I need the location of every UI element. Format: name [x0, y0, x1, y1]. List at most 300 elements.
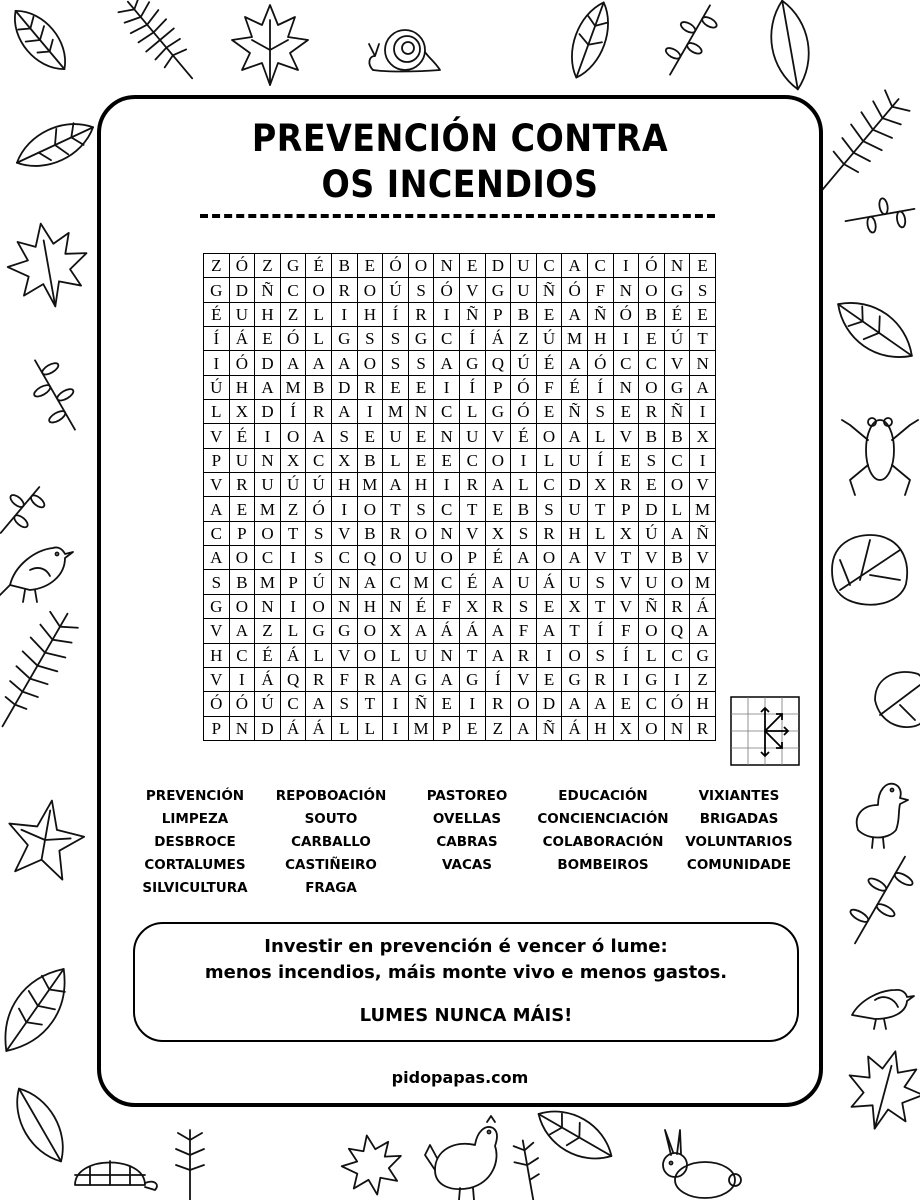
grid-cell[interactable]: S [588, 644, 614, 668]
grid-cell[interactable]: Á [562, 717, 588, 741]
grid-cell[interactable]: F [537, 376, 563, 400]
grid-cell[interactable]: H [255, 303, 281, 327]
grid-cell[interactable]: C [434, 570, 460, 594]
grid-cell[interactable]: P [486, 376, 512, 400]
grid-cell[interactable]: V [614, 424, 640, 448]
grid-cell[interactable]: I [434, 473, 460, 497]
grid-cell[interactable]: V [332, 644, 358, 668]
grid-cell[interactable]: S [409, 278, 435, 302]
grid-cell[interactable]: Í [383, 303, 409, 327]
grid-cell[interactable]: C [537, 254, 563, 278]
grid-cell[interactable]: R [614, 473, 640, 497]
grid-cell[interactable]: O [255, 522, 281, 546]
grid-cell[interactable]: M [409, 717, 435, 741]
grid-cell[interactable]: M [690, 570, 716, 594]
grid-cell[interactable]: O [639, 278, 665, 302]
grid-cell[interactable]: Z [204, 254, 230, 278]
grid-cell[interactable]: S [332, 692, 358, 716]
grid-cell[interactable]: B [665, 546, 691, 570]
grid-cell[interactable]: A [409, 619, 435, 643]
grid-cell[interactable]: E [614, 400, 640, 424]
grid-cell[interactable]: X [460, 595, 486, 619]
grid-cell[interactable]: C [639, 351, 665, 375]
grid-cell[interactable]: É [306, 254, 332, 278]
grid-cell[interactable]: O [358, 497, 384, 521]
grid-cell[interactable]: O [511, 692, 537, 716]
grid-cell[interactable]: L [358, 717, 384, 741]
grid-cell[interactable]: Z [255, 619, 281, 643]
grid-cell[interactable]: Ó [588, 351, 614, 375]
grid-cell[interactable]: A [204, 546, 230, 570]
grid-cell[interactable]: L [306, 327, 332, 351]
grid-cell[interactable]: É [460, 570, 486, 594]
grid-cell[interactable]: I [358, 400, 384, 424]
grid-cell[interactable]: O [434, 546, 460, 570]
grid-cell[interactable]: N [332, 570, 358, 594]
grid-cell[interactable]: A [562, 351, 588, 375]
grid-cell[interactable]: Ñ [665, 400, 691, 424]
grid-cell[interactable]: U [230, 303, 256, 327]
grid-cell[interactable]: X [690, 424, 716, 448]
grid-cell[interactable]: E [614, 449, 640, 473]
grid-cell[interactable]: U [511, 254, 537, 278]
grid-cell[interactable]: E [383, 376, 409, 400]
grid-cell[interactable]: L [332, 717, 358, 741]
grid-cell[interactable]: A [358, 570, 384, 594]
grid-cell[interactable]: P [281, 570, 307, 594]
grid-cell[interactable]: E [434, 692, 460, 716]
grid-cell[interactable]: R [460, 473, 486, 497]
grid-cell[interactable]: G [486, 278, 512, 302]
grid-cell[interactable]: A [306, 351, 332, 375]
grid-cell[interactable]: T [460, 497, 486, 521]
grid-cell[interactable]: Ó [562, 278, 588, 302]
grid-cell[interactable]: Ú [665, 327, 691, 351]
grid-cell[interactable]: Á [255, 668, 281, 692]
grid-cell[interactable]: C [434, 400, 460, 424]
grid-cell[interactable]: C [614, 351, 640, 375]
grid-cell[interactable]: C [537, 473, 563, 497]
grid-cell[interactable]: L [588, 424, 614, 448]
grid-cell[interactable]: G [306, 619, 332, 643]
grid-cell[interactable]: A [486, 644, 512, 668]
grid-cell[interactable]: G [409, 327, 435, 351]
grid-cell[interactable]: L [537, 449, 563, 473]
grid-cell[interactable]: R [358, 668, 384, 692]
grid-cell[interactable]: R [306, 400, 332, 424]
grid-cell[interactable]: O [562, 644, 588, 668]
grid-cell[interactable]: A [562, 254, 588, 278]
grid-cell[interactable]: Ó [614, 303, 640, 327]
grid-cell[interactable]: A [511, 717, 537, 741]
grid-cell[interactable]: I [537, 644, 563, 668]
grid-cell[interactable]: O [306, 595, 332, 619]
grid-cell[interactable]: É [562, 376, 588, 400]
grid-cell[interactable]: C [204, 522, 230, 546]
grid-cell[interactable]: Í [588, 449, 614, 473]
grid-cell[interactable]: C [332, 546, 358, 570]
grid-cell[interactable]: E [639, 327, 665, 351]
grid-cell[interactable]: S [306, 546, 332, 570]
grid-cell[interactable]: I [255, 424, 281, 448]
grid-cell[interactable]: T [588, 497, 614, 521]
grid-cell[interactable]: S [358, 327, 384, 351]
grid-cell[interactable]: M [255, 570, 281, 594]
grid-cell[interactable]: S [511, 522, 537, 546]
grid-cell[interactable]: I [332, 497, 358, 521]
grid-cell[interactable]: S [306, 522, 332, 546]
grid-cell[interactable]: B [306, 376, 332, 400]
grid-cell[interactable]: L [383, 644, 409, 668]
grid-cell[interactable]: N [409, 400, 435, 424]
grid-cell[interactable]: A [332, 400, 358, 424]
grid-cell[interactable]: E [255, 327, 281, 351]
grid-cell[interactable]: G [409, 668, 435, 692]
grid-cell[interactable]: B [665, 424, 691, 448]
grid-cell[interactable]: U [409, 644, 435, 668]
grid-cell[interactable]: O [230, 546, 256, 570]
grid-cell[interactable]: C [460, 449, 486, 473]
grid-cell[interactable]: P [486, 303, 512, 327]
grid-cell[interactable]: G [332, 327, 358, 351]
grid-cell[interactable]: V [204, 619, 230, 643]
grid-cell[interactable]: R [230, 473, 256, 497]
grid-cell[interactable]: Á [690, 595, 716, 619]
grid-cell[interactable]: I [614, 327, 640, 351]
grid-cell[interactable]: A [434, 668, 460, 692]
grid-cell[interactable]: A [383, 473, 409, 497]
grid-cell[interactable]: F [434, 595, 460, 619]
grid-cell[interactable]: A [562, 303, 588, 327]
grid-cell[interactable]: L [204, 400, 230, 424]
grid-cell[interactable]: Z [690, 668, 716, 692]
grid-cell[interactable]: O [639, 376, 665, 400]
grid-cell[interactable]: U [409, 546, 435, 570]
grid-cell[interactable]: H [358, 595, 384, 619]
grid-cell[interactable]: U [562, 449, 588, 473]
grid-cell[interactable]: E [486, 497, 512, 521]
grid-cell[interactable]: G [639, 668, 665, 692]
grid-cell[interactable]: A [281, 351, 307, 375]
grid-cell[interactable]: Z [281, 303, 307, 327]
grid-cell[interactable]: I [690, 449, 716, 473]
grid-cell[interactable]: Ó [204, 692, 230, 716]
grid-cell[interactable]: É [537, 351, 563, 375]
grid-cell[interactable]: D [562, 473, 588, 497]
grid-cell[interactable]: N [614, 376, 640, 400]
grid-cell[interactable]: L [511, 473, 537, 497]
grid-cell[interactable]: S [690, 278, 716, 302]
grid-cell[interactable]: É [486, 546, 512, 570]
grid-cell[interactable]: I [690, 400, 716, 424]
grid-cell[interactable]: U [639, 570, 665, 594]
grid-cell[interactable]: Ú [306, 473, 332, 497]
grid-cell[interactable]: E [409, 424, 435, 448]
grid-cell[interactable]: Ó [306, 497, 332, 521]
grid-cell[interactable]: Ó [230, 351, 256, 375]
grid-cell[interactable]: O [409, 254, 435, 278]
grid-cell[interactable]: O [383, 546, 409, 570]
grid-cell[interactable]: C [255, 546, 281, 570]
grid-cell[interactable]: C [665, 449, 691, 473]
grid-cell[interactable]: A [690, 376, 716, 400]
grid-cell[interactable]: X [562, 595, 588, 619]
grid-cell[interactable]: Í [204, 327, 230, 351]
grid-cell[interactable]: I [332, 303, 358, 327]
grid-cell[interactable]: T [358, 692, 384, 716]
grid-cell[interactable]: C [306, 449, 332, 473]
grid-cell[interactable]: A [486, 473, 512, 497]
grid-cell[interactable]: S [511, 595, 537, 619]
grid-cell[interactable]: T [690, 327, 716, 351]
grid-cell[interactable]: Ú [511, 351, 537, 375]
grid-cell[interactable]: Ñ [639, 595, 665, 619]
grid-cell[interactable]: D [486, 254, 512, 278]
grid-cell[interactable]: Í [614, 644, 640, 668]
grid-cell[interactable]: Í [460, 327, 486, 351]
grid-cell[interactable]: O [358, 351, 384, 375]
grid-cell[interactable]: R [332, 278, 358, 302]
grid-cell[interactable]: U [255, 473, 281, 497]
grid-cell[interactable]: E [460, 717, 486, 741]
grid-cell[interactable]: N [230, 717, 256, 741]
grid-cell[interactable]: M [409, 570, 435, 594]
grid-cell[interactable]: Ñ [690, 522, 716, 546]
grid-cell[interactable]: Ó [230, 692, 256, 716]
grid-cell[interactable]: A [511, 546, 537, 570]
grid-cell[interactable]: É [665, 303, 691, 327]
grid-cell[interactable]: G [486, 400, 512, 424]
grid-cell[interactable]: S [383, 351, 409, 375]
grid-cell[interactable]: Q [358, 546, 384, 570]
grid-cell[interactable]: O [537, 424, 563, 448]
grid-cell[interactable]: P [614, 497, 640, 521]
grid-cell[interactable]: G [665, 376, 691, 400]
grid-cell[interactable]: F [511, 619, 537, 643]
grid-cell[interactable]: G [332, 619, 358, 643]
grid-cell[interactable]: X [230, 400, 256, 424]
grid-cell[interactable]: V [460, 522, 486, 546]
grid-cell[interactable]: I [511, 449, 537, 473]
grid-cell[interactable]: E [639, 473, 665, 497]
grid-cell[interactable]: F [614, 619, 640, 643]
grid-cell[interactable]: Ú [639, 522, 665, 546]
grid-cell[interactable]: Ó [281, 327, 307, 351]
grid-cell[interactable]: G [460, 351, 486, 375]
grid-cell[interactable]: H [409, 473, 435, 497]
grid-cell[interactable]: Ó [434, 278, 460, 302]
grid-cell[interactable]: T [383, 497, 409, 521]
grid-cell[interactable]: N [255, 449, 281, 473]
grid-cell[interactable]: N [614, 278, 640, 302]
grid-cell[interactable]: Ñ [588, 303, 614, 327]
grid-cell[interactable]: Q [281, 668, 307, 692]
grid-cell[interactable]: L [306, 644, 332, 668]
grid-cell[interactable]: M [358, 473, 384, 497]
grid-cell[interactable]: E [537, 400, 563, 424]
grid-cell[interactable]: A [255, 376, 281, 400]
grid-cell[interactable]: Ñ [562, 400, 588, 424]
grid-cell[interactable]: E [358, 254, 384, 278]
grid-cell[interactable]: R [486, 595, 512, 619]
grid-cell[interactable]: A [306, 692, 332, 716]
grid-cell[interactable]: Ñ [537, 278, 563, 302]
grid-cell[interactable]: L [460, 400, 486, 424]
grid-cell[interactable]: E [409, 449, 435, 473]
grid-cell[interactable]: A [486, 570, 512, 594]
grid-cell[interactable]: C [383, 570, 409, 594]
grid-cell[interactable]: I [434, 303, 460, 327]
grid-cell[interactable]: R [383, 522, 409, 546]
grid-cell[interactable]: S [588, 570, 614, 594]
grid-cell[interactable]: X [614, 522, 640, 546]
grid-cell[interactable]: G [204, 278, 230, 302]
grid-cell[interactable]: D [639, 497, 665, 521]
grid-cell[interactable]: Ú [537, 327, 563, 351]
grid-cell[interactable]: I [383, 717, 409, 741]
grid-cell[interactable]: Ú [204, 376, 230, 400]
grid-cell[interactable]: N [332, 595, 358, 619]
grid-cell[interactable]: E [230, 497, 256, 521]
grid-cell[interactable]: V [511, 668, 537, 692]
grid-cell[interactable]: U [562, 497, 588, 521]
grid-cell[interactable]: B [358, 522, 384, 546]
grid-cell[interactable]: M [383, 400, 409, 424]
grid-cell[interactable]: O [639, 717, 665, 741]
grid-cell[interactable]: G [562, 668, 588, 692]
grid-cell[interactable]: V [665, 351, 691, 375]
grid-cell[interactable]: N [434, 522, 460, 546]
word-search-grid[interactable] [203, 253, 716, 741]
grid-cell[interactable]: V [332, 522, 358, 546]
grid-cell[interactable]: S [537, 497, 563, 521]
grid-cell[interactable]: V [204, 668, 230, 692]
grid-cell[interactable]: X [281, 449, 307, 473]
grid-cell[interactable]: L [588, 522, 614, 546]
grid-cell[interactable]: C [434, 497, 460, 521]
grid-cell[interactable]: E [409, 376, 435, 400]
grid-cell[interactable]: E [537, 668, 563, 692]
grid-cell[interactable]: H [332, 473, 358, 497]
grid-cell[interactable]: V [614, 595, 640, 619]
grid-cell[interactable]: B [230, 570, 256, 594]
grid-cell[interactable]: É [230, 424, 256, 448]
grid-cell[interactable]: Ó [383, 254, 409, 278]
grid-cell[interactable]: R [639, 400, 665, 424]
grid-cell[interactable]: I [434, 376, 460, 400]
grid-cell[interactable]: Z [281, 497, 307, 521]
grid-cell[interactable]: H [562, 522, 588, 546]
grid-cell[interactable]: N [434, 424, 460, 448]
grid-cell[interactable]: Á [306, 717, 332, 741]
grid-cell[interactable]: Á [434, 619, 460, 643]
grid-cell[interactable]: G [460, 668, 486, 692]
grid-cell[interactable]: Ñ [255, 278, 281, 302]
grid-cell[interactable]: G [204, 595, 230, 619]
grid-cell[interactable]: M [281, 376, 307, 400]
grid-cell[interactable]: A [204, 497, 230, 521]
grid-cell[interactable]: M [255, 497, 281, 521]
grid-cell[interactable]: Á [460, 619, 486, 643]
grid-cell[interactable]: T [614, 546, 640, 570]
grid-cell[interactable]: T [281, 522, 307, 546]
grid-cell[interactable]: N [383, 595, 409, 619]
grid-cell[interactable]: X [383, 619, 409, 643]
grid-cell[interactable]: E [690, 254, 716, 278]
grid-cell[interactable]: R [588, 668, 614, 692]
grid-cell[interactable]: U [562, 570, 588, 594]
grid-cell[interactable]: U [230, 449, 256, 473]
grid-cell[interactable]: Á [281, 644, 307, 668]
grid-cell[interactable]: S [332, 424, 358, 448]
grid-cell[interactable]: Q [665, 619, 691, 643]
grid-cell[interactable]: L [306, 303, 332, 327]
grid-cell[interactable]: B [511, 303, 537, 327]
grid-cell[interactable]: R [511, 644, 537, 668]
grid-cell[interactable]: O [281, 424, 307, 448]
grid-cell[interactable]: E [537, 303, 563, 327]
grid-cell[interactable]: C [434, 327, 460, 351]
grid-cell[interactable]: I [281, 595, 307, 619]
grid-cell[interactable]: V [588, 546, 614, 570]
grid-cell[interactable]: M [562, 327, 588, 351]
grid-cell[interactable]: Ó [230, 254, 256, 278]
grid-cell[interactable]: B [358, 449, 384, 473]
grid-cell[interactable]: Ñ [537, 717, 563, 741]
grid-cell[interactable]: D [255, 400, 281, 424]
grid-cell[interactable]: D [537, 692, 563, 716]
grid-cell[interactable]: O [306, 278, 332, 302]
grid-cell[interactable]: Á [230, 327, 256, 351]
grid-cell[interactable]: P [434, 717, 460, 741]
grid-cell[interactable]: S [409, 351, 435, 375]
grid-cell[interactable]: R [486, 692, 512, 716]
grid-cell[interactable]: H [204, 644, 230, 668]
grid-cell[interactable]: S [588, 400, 614, 424]
grid-cell[interactable]: O [665, 570, 691, 594]
grid-cell[interactable]: V [639, 546, 665, 570]
grid-cell[interactable]: S [639, 449, 665, 473]
grid-cell[interactable]: Q [486, 351, 512, 375]
grid-cell[interactable]: V [204, 473, 230, 497]
grid-cell[interactable]: I [204, 351, 230, 375]
grid-cell[interactable]: S [409, 497, 435, 521]
grid-cell[interactable]: Ñ [409, 692, 435, 716]
grid-cell[interactable]: O [409, 522, 435, 546]
grid-cell[interactable]: R [537, 522, 563, 546]
grid-cell[interactable]: Ó [639, 254, 665, 278]
grid-cell[interactable]: A [332, 351, 358, 375]
grid-cell[interactable]: T [588, 595, 614, 619]
grid-cell[interactable]: H [690, 692, 716, 716]
grid-cell[interactable]: B [639, 424, 665, 448]
grid-cell[interactable]: O [486, 449, 512, 473]
grid-cell[interactable]: R [690, 717, 716, 741]
grid-cell[interactable]: I [665, 668, 691, 692]
footer-site[interactable]: pidopapas.com [391, 1068, 529, 1087]
grid-cell[interactable]: I [281, 546, 307, 570]
grid-cell[interactable]: A [588, 692, 614, 716]
grid-cell[interactable]: V [690, 546, 716, 570]
grid-cell[interactable]: Ú [383, 278, 409, 302]
grid-cell[interactable]: A [562, 424, 588, 448]
grid-cell[interactable]: Á [281, 717, 307, 741]
grid-cell[interactable]: E [614, 692, 640, 716]
grid-cell[interactable]: O [537, 546, 563, 570]
grid-cell[interactable]: E [358, 424, 384, 448]
grid-cell[interactable]: S [204, 570, 230, 594]
grid-cell[interactable]: C [588, 254, 614, 278]
